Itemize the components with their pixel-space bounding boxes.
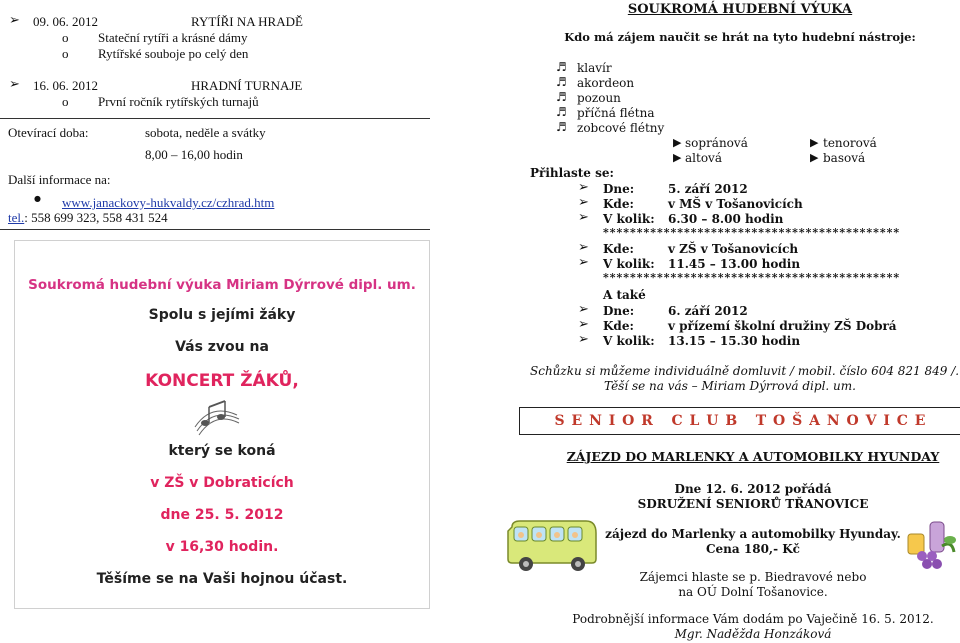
instrument: klavír (577, 61, 612, 75)
schedule-value: 6.30 – 8.00 hodin (668, 212, 784, 226)
divider (0, 118, 430, 119)
also-label: A také (603, 288, 646, 302)
flute-type: sopránová (685, 136, 748, 150)
event-date: 09. 06. 2012 (33, 14, 98, 29)
opening-label: Otevírací doba: (8, 125, 89, 140)
schedule-value: 5. září 2012 (668, 182, 748, 196)
poster-line: Spolu s jejími žáky (148, 307, 296, 323)
schedule-value: v přízemí školní družiny ZŠ Dobrá (668, 319, 897, 333)
event-date: 16. 06. 2012 (33, 78, 98, 93)
bullet-dot-icon: ● (34, 194, 41, 203)
flute-type: altová (685, 151, 722, 165)
trip-title: ZÁJEZD DO MARLENKY A AUTOMOBILKY HYUNDAY (566, 449, 940, 464)
poster-time: v 16,30 hodin. (165, 539, 279, 555)
schedule-key: Dne: (603, 304, 635, 318)
signup-label: Přihlaste se: (530, 166, 614, 180)
schedule-key: V kolik: (603, 212, 655, 226)
poster-line: který se koná (168, 443, 276, 459)
music-notes-icon (191, 397, 241, 437)
poster-heading: Soukromá hudební výuka Miriam Dýrrové dipl. um. (28, 277, 416, 293)
instrument: zobcové flétny (577, 121, 665, 135)
music-note-icon: ♬ (556, 105, 567, 119)
music-note-icon: ♬ (556, 120, 567, 134)
instrument: akordeon (577, 76, 635, 90)
star-separator: ******************************************** (603, 226, 901, 239)
event-item: Rytířské souboje po celý den (98, 46, 249, 61)
arrow-bullet-icon: ➢ (9, 13, 20, 28)
arrow-bullet-icon: ➢ (578, 302, 589, 317)
poster-concert-title: KONCERT ŽÁKŮ, (145, 371, 299, 391)
schedule-key: V kolik: (603, 257, 655, 271)
schedule-key: Kde: (603, 319, 634, 333)
flute-type: tenorová (823, 136, 877, 150)
opening-hours: 8,00 – 16,00 hodin (145, 147, 243, 162)
star-separator: ******************************************** (603, 271, 901, 284)
trip-description: zájezd do Marlenky a automobilky Hyunday. (605, 527, 901, 541)
arrow-bullet-icon: ➢ (578, 240, 589, 255)
event-title: HRADNÍ TURNAJE (191, 78, 303, 93)
arrow-bullet-icon: ➢ (9, 77, 20, 92)
phone-numbers: : 558 699 323, 558 431 524 (24, 210, 168, 225)
event-title: RYTÍŘI NA HRADĚ (191, 14, 303, 29)
schedule-value: 11.45 – 13.00 hodin (668, 257, 801, 271)
trip-signature: Mgr. Naděžda Honzáková (674, 627, 832, 641)
arrow-bullet-icon: ➢ (578, 255, 589, 270)
arrow-bullet-icon: ➢ (578, 195, 589, 210)
bullet-o: o (62, 30, 69, 45)
trip-contact: Zájemci hlaste se p. Biedravové nebo (639, 570, 867, 584)
trip-date: Dne 12. 6. 2012 pořádá (674, 482, 832, 496)
schedule-value: v MŠ v Tošanovicích (668, 197, 803, 211)
trip-contact: na OÚ Dolní Tošanovice. (678, 585, 828, 599)
music-title: SOUKROMÁ HUDEBNÍ VÝUKA (627, 2, 853, 17)
poster-date: dne 25. 5. 2012 (160, 507, 284, 523)
schedule-key: V kolik: (603, 334, 655, 348)
bullet-o: o (62, 94, 69, 109)
schedule-key: Dne: (603, 182, 635, 196)
schedule-value: 6. září 2012 (668, 304, 748, 318)
concert-poster (14, 240, 430, 609)
arrow-bullet-icon: ➢ (578, 180, 589, 195)
schedule-value: v ZŠ v Tošanovicích (668, 242, 799, 256)
music-subtitle: Kdo má zájem naučit se hrát na tyto hudební nástroje: (564, 30, 916, 44)
triangle-bullet-icon: ▶ (810, 136, 819, 149)
music-note-icon: ♬ (556, 75, 567, 89)
poster-closing: Těšíme se na Vaši hojnou účast. (96, 571, 348, 587)
signature-line: Těší se na vás – Miriam Dýrrová dipl. um. (604, 379, 856, 393)
bullet-o: o (62, 46, 69, 61)
info-label: Další informace na: (8, 172, 111, 187)
phone-label: tel. (8, 210, 25, 225)
trip-price: Cena 180,- Kč (706, 542, 800, 556)
divider (0, 229, 430, 230)
phone (8, 210, 168, 226)
flute-type: basová (823, 151, 866, 165)
music-note-icon: ♬ (556, 90, 567, 104)
instrument: pozoun (577, 91, 621, 105)
poster-line: Vás zvou na (175, 339, 269, 355)
triangle-bullet-icon: ▶ (673, 136, 682, 149)
event-item: První ročník rytířských turnajů (98, 94, 259, 109)
trip-more-info: Podrobnější informace Vám dodám po Vaječině 16. 5. 2012. (572, 612, 934, 626)
schedule-key: Kde: (603, 242, 634, 256)
senior-club-banner (519, 407, 960, 435)
event-item: Stateční rytíři a krásné dámy (98, 30, 248, 45)
triangle-bullet-icon: ▶ (673, 151, 682, 164)
arrow-bullet-icon: ➢ (578, 210, 589, 225)
schedule-value: 13.15 – 15.30 hodin (668, 334, 801, 348)
arrow-bullet-icon: ➢ (578, 332, 589, 347)
senior-club-title: S E N I O R C L U B T O Š A N O V I C E (554, 413, 927, 429)
opening-days: sobota, neděle a svátky (145, 125, 266, 140)
poster-venue: v ZŠ v Dobraticích (150, 475, 294, 491)
instrument: příčná flétna (577, 106, 655, 120)
website-link[interactable]: www.janackovy-hukvaldy.cz/czhrad.htm (62, 195, 275, 210)
arrow-bullet-icon: ➢ (578, 317, 589, 332)
note-line: Schůzku si můžeme individuálně domluvit / mobil. číslo 604 821 849 /. (530, 364, 960, 378)
trip-organizer: SDRUŽENÍ SENIORŮ TŘANOVICE (637, 497, 869, 511)
music-note-icon: ♬ (556, 60, 567, 74)
triangle-bullet-icon: ▶ (810, 151, 819, 164)
schedule-key: Kde: (603, 197, 634, 211)
